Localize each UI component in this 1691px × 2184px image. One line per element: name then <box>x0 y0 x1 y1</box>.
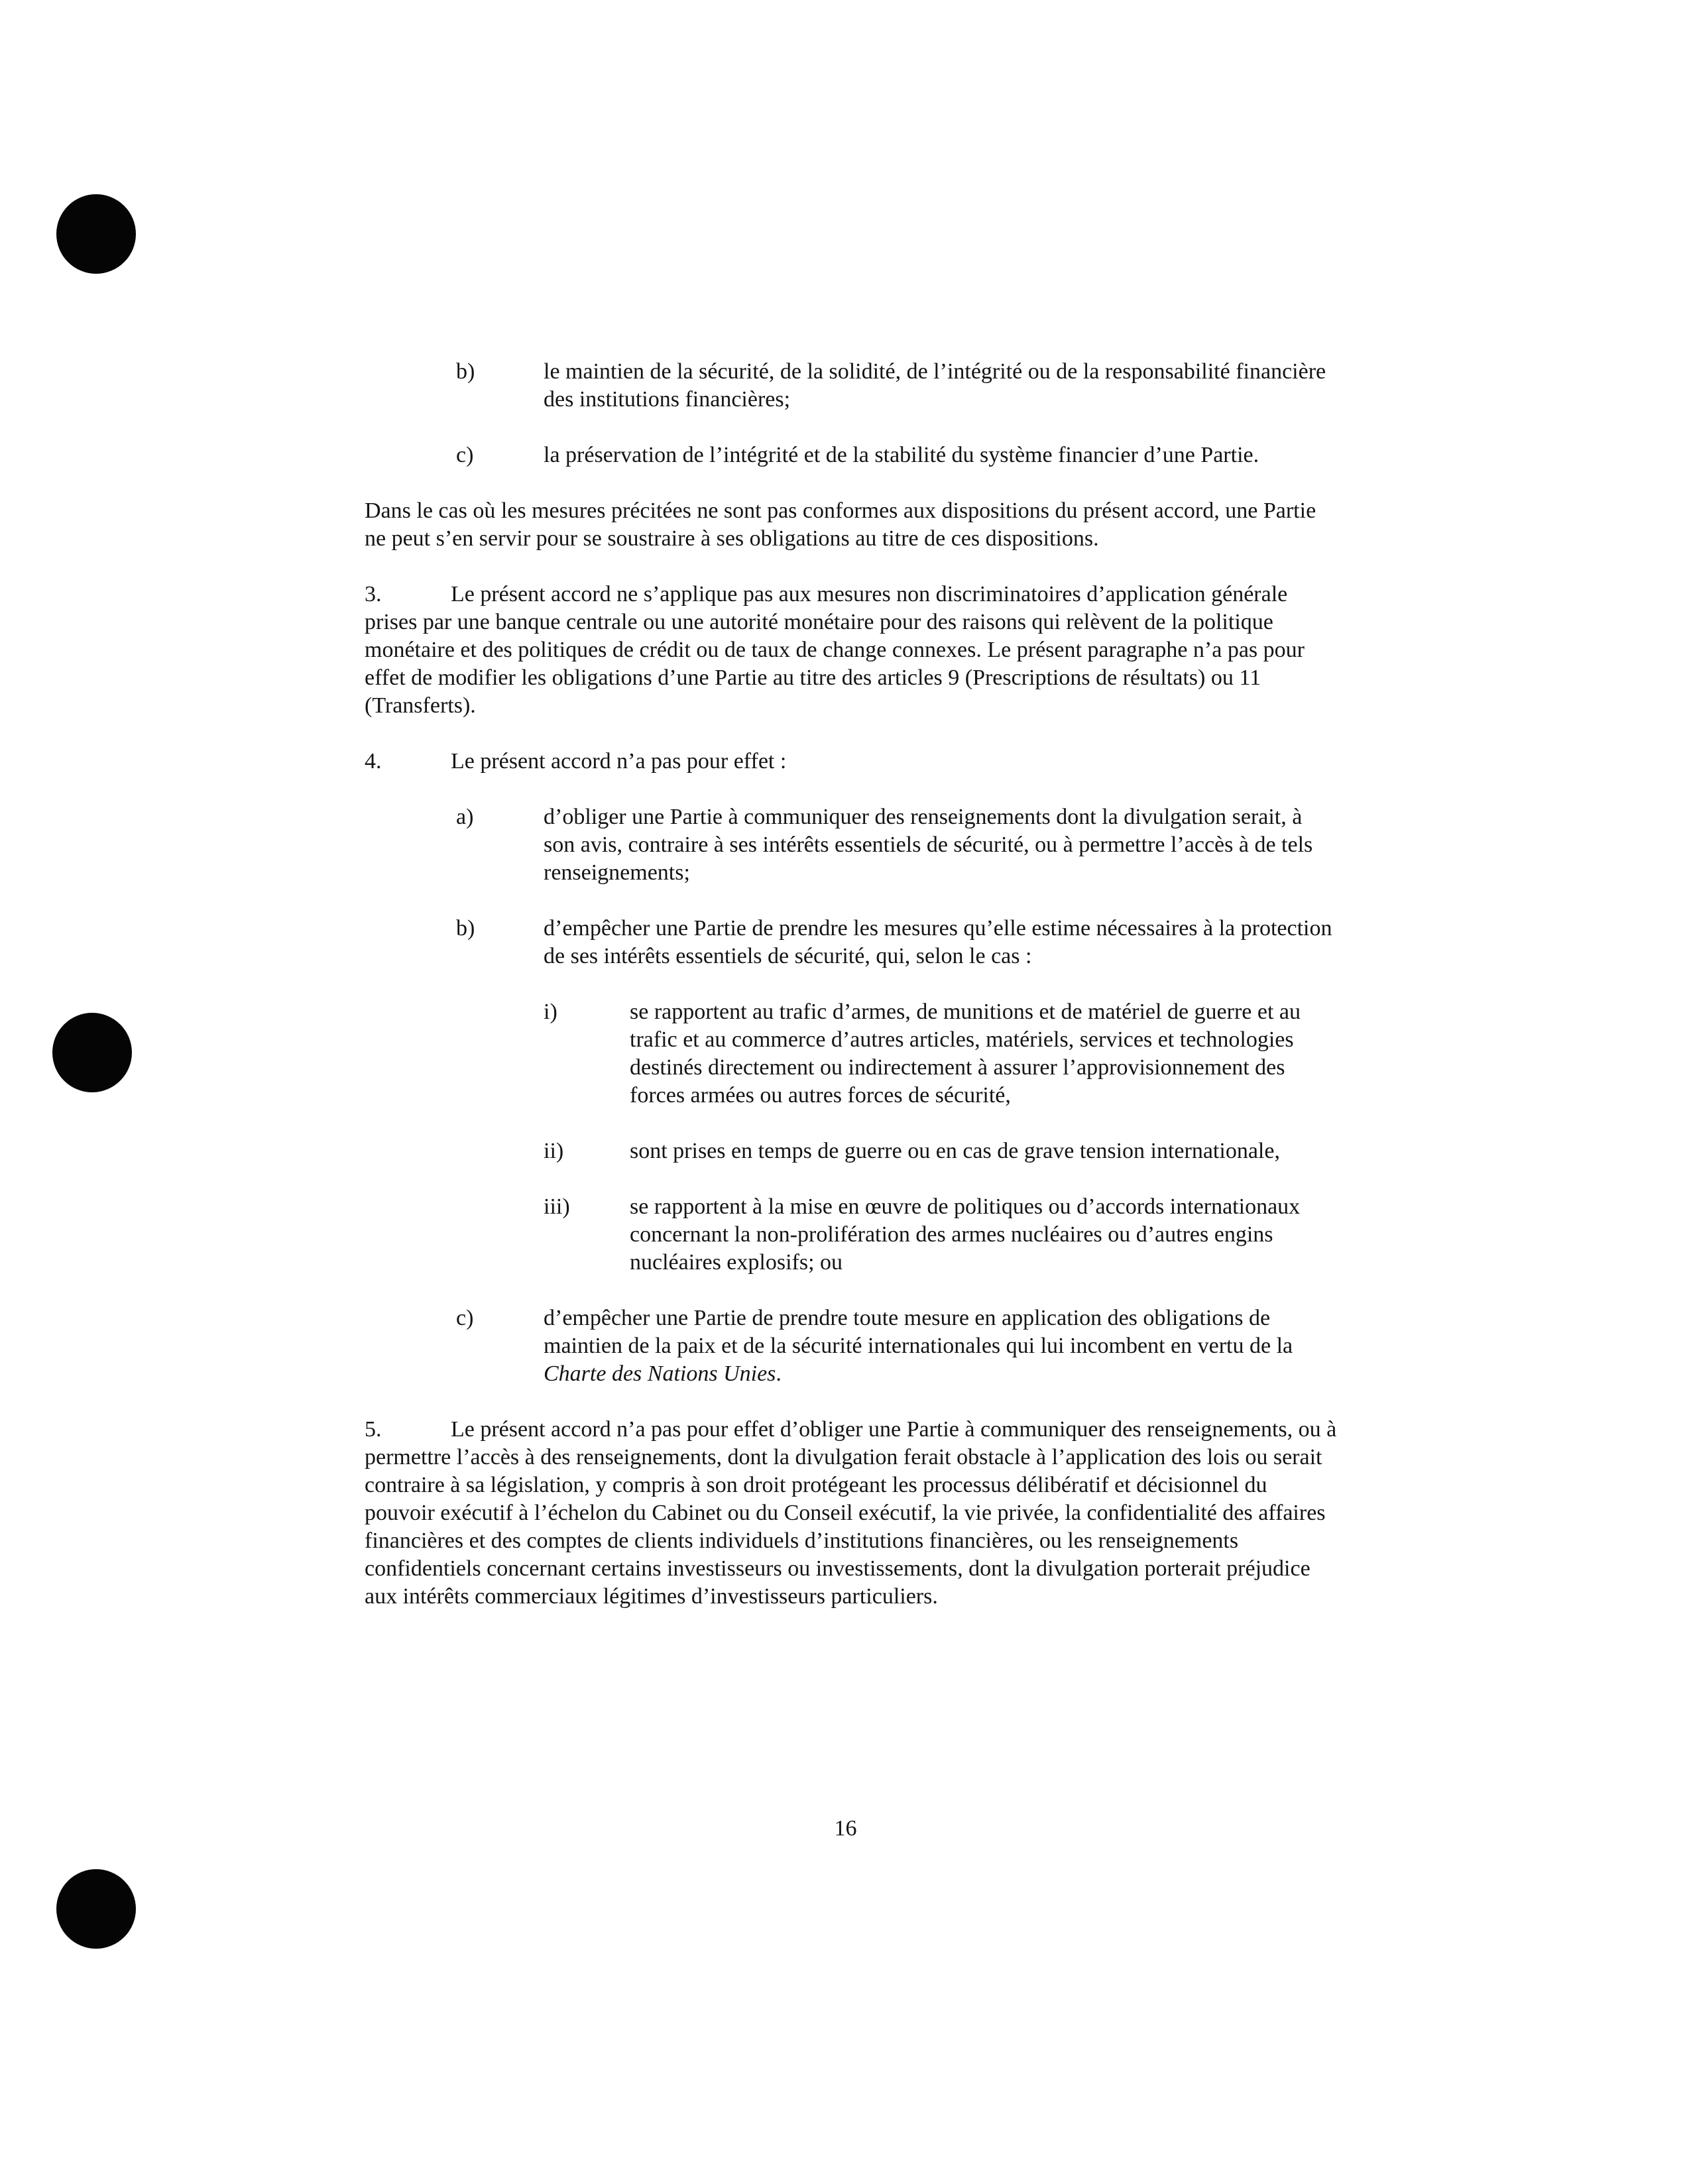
list-item-b <box>456 915 1339 970</box>
binder-hole-top <box>56 194 136 274</box>
item-text: d’empêcher une Partie de prendre les mesures qu’elle estime nécessaires à la protection de ses intérêts essentiels de sécurité, qui, selon le cas : <box>544 916 1332 968</box>
item-text: le maintien de la sécurité, de la solidité, de l’intégrité ou de la responsabilité financière des institutions financières; <box>544 359 1326 412</box>
charter-title: Charte des Nations Unies <box>544 1361 776 1386</box>
item-text: d’obliger une Partie à communiquer des renseignements dont la divulgation serait, à son avis, contraire à ses intérêts essentiels de sécurité, ou à permettre l’accès à de tels renseignements; <box>544 805 1313 885</box>
document-body <box>365 358 1339 1638</box>
page-number: 16 <box>834 1816 857 1841</box>
sub-item-marker: iii) <box>544 1194 570 1219</box>
paragraph-number: 5. <box>365 1417 382 1442</box>
list-item-c <box>456 1304 1339 1388</box>
paragraph-exception-note: Dans le cas où les mesures précitées ne sont pas conformes aux dispositions du présent accord, une Partie ne peut s’en servir pour se soustraire à ses obligations au titre de ces dispositions. <box>365 498 1316 551</box>
list-item-c <box>456 441 1339 469</box>
binder-hole-bottom <box>56 1869 136 1949</box>
paragraph-number: 4. <box>365 749 382 774</box>
sub-item-marker: ii) <box>544 1139 564 1163</box>
item-text-end: . <box>776 1361 782 1386</box>
sub-item-text: se rapportent à la mise en œuvre de politiques ou d’accords internationaux concernant la non-prolifération des armes nucléaires ou d’autres engins nucléaires explosifs; ou <box>630 1194 1301 1275</box>
list-item-b <box>456 358 1339 414</box>
binder-hole-middle <box>52 1013 132 1092</box>
paragraph-text: Le présent accord n’a pas pour effet d’obliger une Partie à communiquer des renseignements, ou à permettre l’accès à des renseignements, dont la divulgation ferait obstacle à l’application des lois ou serait contraire à sa législation, y compris à son droit protégeant les processus délibératif et décisionnel du pouvoir exécutif à l’échelon du Cabinet ou du Conseil exécutif, la vie privée, la confidentialité des affaires financières et des comptes de clients individuels d’institutions financières, ou les renseignements confidentiels concernant certains investisseurs ou investissements, dont la divulgation porterait préjudice aux intérêts commerciaux légitimes d’investisseurs particuliers. <box>365 1417 1337 1609</box>
sub-item-text: sont prises en temps de guerre ou en cas de grave tension internationale, <box>630 1139 1280 1163</box>
paragraph-3 <box>365 581 1339 720</box>
paragraph-4 <box>365 748 1339 776</box>
item-marker: c) <box>456 443 474 467</box>
paragraph-5 <box>365 1416 1339 1611</box>
sub-item-iii <box>544 1193 1339 1277</box>
sub-item-ii <box>544 1137 1339 1165</box>
paragraph-number: 3. <box>365 582 382 606</box>
paragraph-text: Le présent accord n’a pas pour effet : <box>451 749 787 774</box>
item-marker: c) <box>456 1306 474 1330</box>
item-marker: b) <box>456 916 475 941</box>
item-marker: b) <box>456 359 475 384</box>
item-text <box>544 1304 1339 1388</box>
list-item-a <box>456 803 1339 887</box>
sub-item-text: se rapportent au trafic d’armes, de munitions et de matériel de guerre et au trafic et au commerce d’autres articles, matériels, services et technologies destinés directement ou indirectement à assurer l’approvisionnement des forces armées ou autres forces de sécurité, <box>630 1000 1301 1108</box>
sub-item-i <box>544 998 1339 1110</box>
item-marker: a) <box>456 805 474 829</box>
sub-item-marker: i) <box>544 1000 557 1024</box>
item-text-lead: d’empêcher une Partie de prendre toute mesure en application des obligations de maintien de la paix et de la sécurité internationales qui lui incombent en vertu de la <box>544 1306 1293 1358</box>
item-text: la préservation de l’intégrité et de la stabilité du système financier d’une Partie. <box>544 443 1259 467</box>
paragraph-text: Le présent accord ne s’applique pas aux mesures non discriminatoires d’application générale prises par une banque centrale ou une autorité monétaire pour des raisons qui relèvent de la politique monétaire et des politiques de crédit ou de taux de change connexes. Le présent paragraphe n’a pas pour effet de modifier les obligations d’une Partie au titre des articles 9 (Prescriptions de résultats) ou 11 (Transferts). <box>365 582 1305 718</box>
